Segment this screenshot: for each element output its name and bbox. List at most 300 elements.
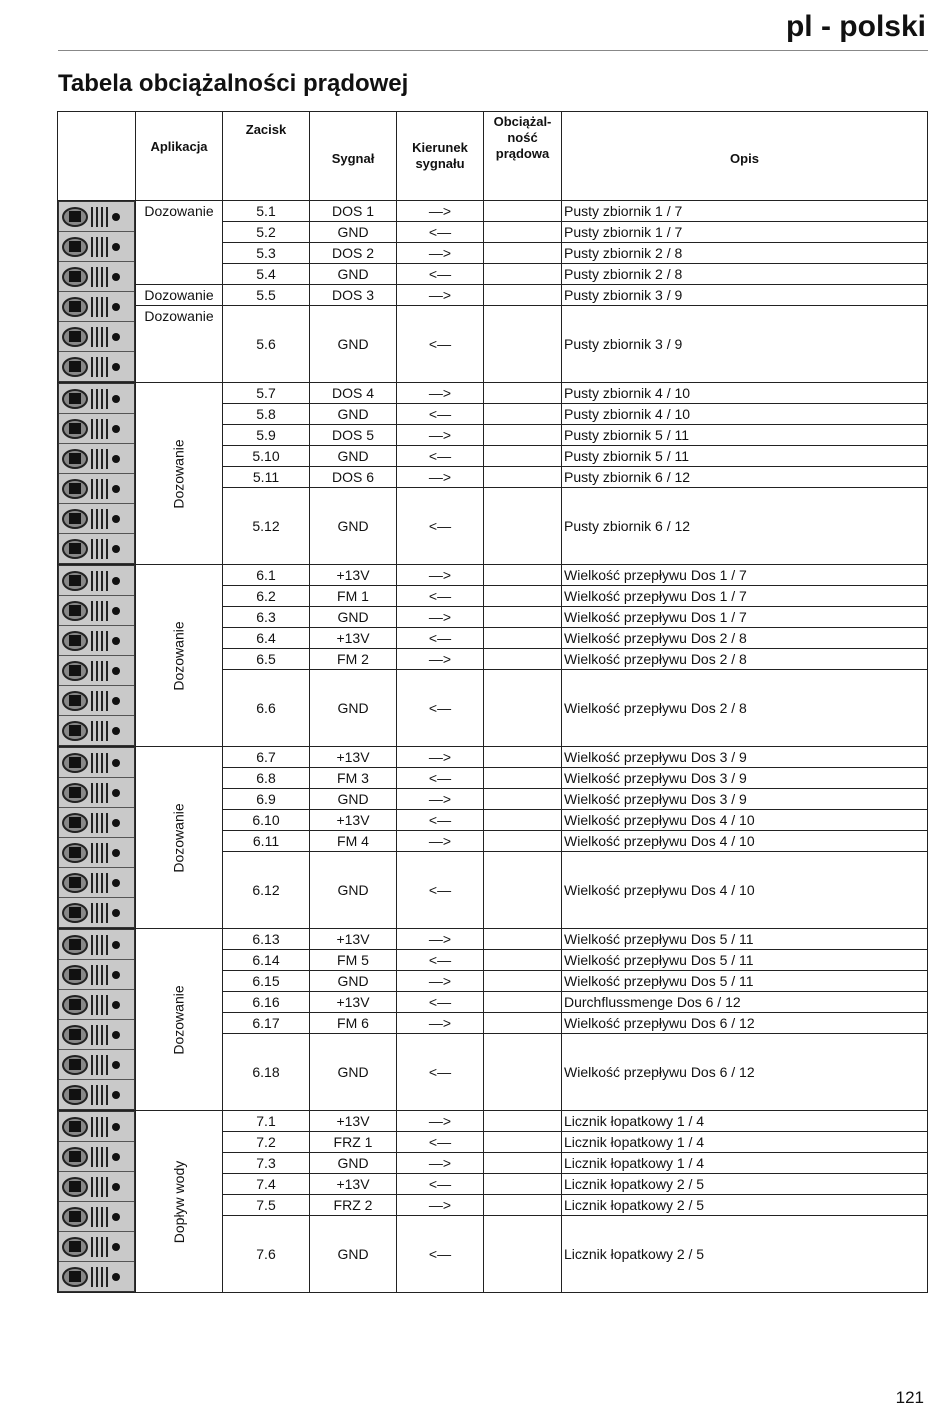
signal-cell: GND: [310, 404, 397, 425]
signal-cell: DOS 4: [310, 383, 397, 404]
screw-icon: [62, 419, 88, 439]
terminal-slot: [59, 596, 134, 626]
application-label: Dozowanie: [170, 438, 187, 509]
clamp-icon: [91, 1117, 109, 1137]
header-signal: Sygnał: [310, 112, 397, 201]
description-cell: Pusty zbiornik 1 / 7: [562, 201, 928, 222]
current-capacity-cell: [484, 971, 562, 992]
signal-cell: GND: [310, 306, 397, 383]
signal-cell: FM 5: [310, 950, 397, 971]
screw-icon: [62, 995, 88, 1015]
direction-cell: <—: [397, 628, 484, 649]
clamp-icon: [91, 753, 109, 773]
header-current-capacity: Obciążal- ność prądowa: [484, 112, 562, 201]
terminal-cell: 6.9: [223, 789, 310, 810]
application-cell: [136, 565, 223, 747]
direction-cell: <—: [397, 586, 484, 607]
terminal-slot: [59, 474, 134, 504]
terminal-block-image: [58, 1111, 136, 1293]
signal-cell: DOS 5: [310, 425, 397, 446]
table-row: [58, 565, 928, 586]
clamp-icon: [91, 965, 109, 985]
terminal-cell: 6.6: [223, 670, 310, 747]
direction-cell: <—: [397, 222, 484, 243]
signal-cell: DOS 2: [310, 243, 397, 264]
terminal-block-icon: [58, 747, 135, 928]
screw-icon: [62, 327, 88, 347]
terminal-cell: 6.13: [223, 929, 310, 950]
terminal-cell: 5.2: [223, 222, 310, 243]
clamp-icon: [91, 783, 109, 803]
current-capacity-cell: [484, 649, 562, 670]
terminal-cell: 7.5: [223, 1195, 310, 1216]
application-cell: [136, 383, 223, 565]
terminal-cell: 5.11: [223, 467, 310, 488]
header-terminal: Zacisk: [223, 112, 310, 201]
clamp-icon: [91, 207, 109, 227]
description-cell: Licznik łopatkowy 1 / 4: [562, 1111, 928, 1132]
screw-icon: [62, 873, 88, 893]
clamp-icon: [91, 327, 109, 347]
current-capacity-cell: [484, 789, 562, 810]
current-capacity-cell: [484, 383, 562, 404]
terminal-cell: 6.18: [223, 1034, 310, 1111]
description-cell: Wielkość przepływu Dos 4 / 10: [562, 831, 928, 852]
clamp-icon: [91, 995, 109, 1015]
clamp-icon: [91, 903, 109, 923]
terminal-slot: [59, 202, 134, 232]
terminal-slot: [59, 990, 134, 1020]
description-cell: Wielkość przepływu Dos 5 / 11: [562, 950, 928, 971]
description-cell: Licznik łopatkowy 2 / 5: [562, 1216, 928, 1293]
header-description: Opis: [562, 112, 928, 201]
terminal-block-icon: [58, 929, 135, 1110]
terminal-slot: [59, 1050, 134, 1080]
screw-icon: [62, 509, 88, 529]
terminal-cell: 5.7: [223, 383, 310, 404]
screw-icon: [62, 783, 88, 803]
contact-dot-icon: [112, 243, 120, 251]
terminal-cell: 6.17: [223, 1013, 310, 1034]
current-capacity-cell: [484, 852, 562, 929]
signal-cell: FM 6: [310, 1013, 397, 1034]
direction-cell: <—: [397, 992, 484, 1013]
description-cell: Wielkość przepływu Dos 2 / 8: [562, 649, 928, 670]
table-row: [58, 285, 928, 306]
signal-cell: +13V: [310, 810, 397, 831]
current-capacity-cell: [484, 404, 562, 425]
direction-cell: <—: [397, 446, 484, 467]
contact-dot-icon: [112, 1243, 120, 1251]
contact-dot-icon: [112, 455, 120, 463]
screw-icon: [62, 753, 88, 773]
application-label: Dozowanie: [170, 984, 187, 1055]
signal-cell: GND: [310, 264, 397, 285]
description-cell: Licznik łopatkowy 1 / 4: [562, 1153, 928, 1174]
direction-cell: —>: [397, 789, 484, 810]
screw-icon: [62, 1177, 88, 1197]
current-capacity-cell: [484, 425, 562, 446]
screw-icon: [62, 207, 88, 227]
description-cell: Pusty zbiornik 5 / 11: [562, 425, 928, 446]
direction-cell: —>: [397, 1153, 484, 1174]
contact-dot-icon: [112, 697, 120, 705]
screw-icon: [62, 1267, 88, 1287]
terminal-block-icon: [58, 1111, 135, 1292]
current-capacity-cell: [484, 1111, 562, 1132]
description-cell: Wielkość przepływu Dos 1 / 7: [562, 565, 928, 586]
contact-dot-icon: [112, 425, 120, 433]
terminal-cell: 7.3: [223, 1153, 310, 1174]
terminal-cell: 6.11: [223, 831, 310, 852]
signal-cell: DOS 6: [310, 467, 397, 488]
current-capacity-cell: [484, 306, 562, 383]
table-header-row: [58, 112, 928, 201]
description-cell: Wielkość przepływu Dos 4 / 10: [562, 810, 928, 831]
direction-cell: —>: [397, 565, 484, 586]
current-capacity-table: [57, 111, 928, 1293]
clamp-icon: [91, 1085, 109, 1105]
terminal-slot: [59, 352, 134, 381]
description-cell: Wielkość przepływu Dos 4 / 10: [562, 852, 928, 929]
terminal-slot: [59, 626, 134, 656]
terminal-cell: 5.12: [223, 488, 310, 565]
terminal-block-icon: [58, 565, 135, 746]
contact-dot-icon: [112, 971, 120, 979]
application-label: Dozowanie: [170, 802, 187, 873]
direction-cell: —>: [397, 747, 484, 768]
direction-cell: —>: [397, 425, 484, 446]
terminal-slot: [59, 444, 134, 474]
clamp-icon: [91, 1025, 109, 1045]
signal-cell: FM 3: [310, 768, 397, 789]
direction-cell: <—: [397, 1132, 484, 1153]
current-capacity-cell: [484, 607, 562, 628]
direction-cell: <—: [397, 264, 484, 285]
terminal-slot: [59, 1080, 134, 1109]
contact-dot-icon: [112, 1001, 120, 1009]
terminal-cell: 6.1: [223, 565, 310, 586]
signal-cell: GND: [310, 1153, 397, 1174]
contact-dot-icon: [112, 1031, 120, 1039]
screw-icon: [62, 357, 88, 377]
terminal-cell: 7.4: [223, 1174, 310, 1195]
terminal-slot: [59, 292, 134, 322]
signal-cell: +13V: [310, 747, 397, 768]
direction-cell: <—: [397, 404, 484, 425]
signal-cell: GND: [310, 446, 397, 467]
terminal-block-icon: [58, 201, 135, 382]
signal-cell: GND: [310, 971, 397, 992]
contact-dot-icon: [112, 485, 120, 493]
terminal-cell: 5.8: [223, 404, 310, 425]
application-cell: Dozowanie: [136, 285, 223, 306]
screw-icon: [62, 721, 88, 741]
clamp-icon: [91, 449, 109, 469]
signal-cell: GND: [310, 670, 397, 747]
current-capacity-cell: [484, 810, 562, 831]
signal-cell: +13V: [310, 565, 397, 586]
current-capacity-cell: [484, 201, 562, 222]
terminal-cell: 6.5: [223, 649, 310, 670]
current-capacity-cell: [484, 467, 562, 488]
terminal-cell: 6.14: [223, 950, 310, 971]
screw-icon: [62, 449, 88, 469]
terminal-cell: 6.2: [223, 586, 310, 607]
description-cell: Pusty zbiornik 5 / 11: [562, 446, 928, 467]
clamp-icon: [91, 691, 109, 711]
current-capacity-cell: [484, 747, 562, 768]
contact-dot-icon: [112, 1153, 120, 1161]
description-cell: Durchflussmenge Dos 6 / 12: [562, 992, 928, 1013]
clamp-icon: [91, 661, 109, 681]
screw-icon: [62, 601, 88, 621]
contact-dot-icon: [112, 545, 120, 553]
direction-cell: <—: [397, 852, 484, 929]
contact-dot-icon: [112, 1091, 120, 1099]
terminal-slot: [59, 262, 134, 292]
description-cell: Pusty zbiornik 6 / 12: [562, 488, 928, 565]
description-cell: Pusty zbiornik 3 / 9: [562, 285, 928, 306]
terminal-slot: [59, 1020, 134, 1050]
current-capacity-cell: [484, 929, 562, 950]
current-capacity-cell: [484, 1174, 562, 1195]
description-cell: Wielkość przepływu Dos 1 / 7: [562, 586, 928, 607]
clamp-icon: [91, 843, 109, 863]
screw-icon: [62, 571, 88, 591]
terminal-cell: 5.5: [223, 285, 310, 306]
header-divider: [58, 50, 928, 51]
current-capacity-cell: [484, 831, 562, 852]
terminal-slot: [59, 930, 134, 960]
clamp-icon: [91, 1267, 109, 1287]
contact-dot-icon: [112, 1273, 120, 1281]
terminal-slot: [59, 384, 134, 414]
current-capacity-cell: [484, 1216, 562, 1293]
screw-icon: [62, 813, 88, 833]
clamp-icon: [91, 1055, 109, 1075]
description-cell: Licznik łopatkowy 2 / 5: [562, 1195, 928, 1216]
terminal-slot: [59, 566, 134, 596]
terminal-cell: 6.8: [223, 768, 310, 789]
direction-cell: <—: [397, 950, 484, 971]
clamp-icon: [91, 357, 109, 377]
screw-icon: [62, 843, 88, 863]
contact-dot-icon: [112, 363, 120, 371]
terminal-slot: [59, 716, 134, 745]
terminal-slot: [59, 686, 134, 716]
screw-icon: [62, 691, 88, 711]
terminal-block-image: [58, 201, 136, 383]
current-capacity-cell: [484, 628, 562, 649]
current-capacity-cell: [484, 488, 562, 565]
terminal-slot: [59, 534, 134, 563]
terminal-slot: [59, 898, 134, 927]
screw-icon: [62, 1237, 88, 1257]
contact-dot-icon: [112, 515, 120, 523]
terminal-slot: [59, 748, 134, 778]
terminal-slot: [59, 1232, 134, 1262]
direction-cell: —>: [397, 243, 484, 264]
application-label: Dopływ wody: [170, 1160, 187, 1243]
signal-cell: GND: [310, 852, 397, 929]
screw-icon: [62, 237, 88, 257]
table-row: [58, 306, 928, 383]
contact-dot-icon: [112, 727, 120, 735]
clamp-icon: [91, 813, 109, 833]
screw-icon: [62, 1207, 88, 1227]
terminal-slot: [59, 232, 134, 262]
application-label: Dozowanie: [170, 620, 187, 691]
screw-icon: [62, 631, 88, 651]
clamp-icon: [91, 571, 109, 591]
direction-cell: <—: [397, 670, 484, 747]
description-cell: Pusty zbiornik 6 / 12: [562, 467, 928, 488]
clamp-icon: [91, 1147, 109, 1167]
signal-cell: FM 2: [310, 649, 397, 670]
direction-cell: <—: [397, 1034, 484, 1111]
signal-cell: GND: [310, 488, 397, 565]
terminal-cell: 5.10: [223, 446, 310, 467]
terminal-cell: 5.3: [223, 243, 310, 264]
signal-cell: +13V: [310, 992, 397, 1013]
description-cell: Wielkość przepływu Dos 3 / 9: [562, 768, 928, 789]
terminal-cell: 5.1: [223, 201, 310, 222]
signal-cell: +13V: [310, 628, 397, 649]
description-cell: Wielkość przepływu Dos 6 / 12: [562, 1013, 928, 1034]
table-row: [58, 929, 928, 950]
direction-cell: —>: [397, 285, 484, 306]
signal-cell: +13V: [310, 1111, 397, 1132]
terminal-cell: 7.2: [223, 1132, 310, 1153]
application-cell: [136, 1111, 223, 1293]
current-capacity-cell: [484, 1195, 562, 1216]
page-title: Tabela obciążalności prądowej: [58, 70, 409, 97]
terminal-slot: [59, 868, 134, 898]
contact-dot-icon: [112, 941, 120, 949]
contact-dot-icon: [112, 577, 120, 585]
screw-icon: [62, 539, 88, 559]
terminal-cell: 7.6: [223, 1216, 310, 1293]
clamp-icon: [91, 721, 109, 741]
clamp-icon: [91, 509, 109, 529]
contact-dot-icon: [112, 395, 120, 403]
contact-dot-icon: [112, 333, 120, 341]
direction-cell: —>: [397, 971, 484, 992]
screw-icon: [62, 479, 88, 499]
signal-cell: FM 1: [310, 586, 397, 607]
terminal-cell: 6.12: [223, 852, 310, 929]
header-application: Aplikacja: [136, 112, 223, 201]
terminal-slot: [59, 960, 134, 990]
terminal-cell: 6.7: [223, 747, 310, 768]
direction-cell: —>: [397, 831, 484, 852]
description-cell: Pusty zbiornik 3 / 9: [562, 306, 928, 383]
current-capacity-cell: [484, 285, 562, 306]
description-cell: Wielkość przepływu Dos 3 / 9: [562, 747, 928, 768]
header-direction: Kierunek sygnału: [397, 112, 484, 201]
signal-cell: GND: [310, 789, 397, 810]
screw-icon: [62, 1085, 88, 1105]
clamp-icon: [91, 267, 109, 287]
current-capacity-cell: [484, 222, 562, 243]
direction-cell: —>: [397, 607, 484, 628]
direction-cell: —>: [397, 1195, 484, 1216]
terminal-cell: 6.16: [223, 992, 310, 1013]
description-cell: Licznik łopatkowy 1 / 4: [562, 1132, 928, 1153]
description-cell: Wielkość przepływu Dos 1 / 7: [562, 607, 928, 628]
direction-cell: —>: [397, 467, 484, 488]
contact-dot-icon: [112, 1183, 120, 1191]
terminal-block-image: [58, 929, 136, 1111]
clamp-icon: [91, 389, 109, 409]
direction-cell: —>: [397, 201, 484, 222]
direction-cell: —>: [397, 1013, 484, 1034]
current-capacity-cell: [484, 950, 562, 971]
contact-dot-icon: [112, 759, 120, 767]
terminal-cell: 6.10: [223, 810, 310, 831]
screw-icon: [62, 965, 88, 985]
signal-cell: GND: [310, 607, 397, 628]
table-row: [58, 1111, 928, 1132]
screw-icon: [62, 267, 88, 287]
terminal-slot: [59, 838, 134, 868]
clamp-icon: [91, 1207, 109, 1227]
terminal-block-icon: [58, 383, 135, 564]
contact-dot-icon: [112, 879, 120, 887]
terminal-block-image: [58, 747, 136, 929]
application-cell: [136, 929, 223, 1111]
description-cell: Wielkość przepływu Dos 2 / 8: [562, 628, 928, 649]
application-cell: Dozowanie: [136, 306, 223, 383]
description-cell: Licznik łopatkowy 2 / 5: [562, 1174, 928, 1195]
clamp-icon: [91, 479, 109, 499]
direction-cell: —>: [397, 1111, 484, 1132]
terminal-cell: 5.9: [223, 425, 310, 446]
terminal-cell: 5.4: [223, 264, 310, 285]
description-cell: Pusty zbiornik 2 / 8: [562, 264, 928, 285]
terminal-slot: [59, 1112, 134, 1142]
direction-cell: <—: [397, 1174, 484, 1195]
terminal-slot: [59, 1202, 134, 1232]
contact-dot-icon: [112, 607, 120, 615]
terminal-cell: 7.1: [223, 1111, 310, 1132]
description-cell: Wielkość przepływu Dos 3 / 9: [562, 789, 928, 810]
terminal-block-image: [58, 383, 136, 565]
current-capacity-cell: [484, 1153, 562, 1174]
contact-dot-icon: [112, 1061, 120, 1069]
contact-dot-icon: [112, 1123, 120, 1131]
screw-icon: [62, 1147, 88, 1167]
header-image-column: [58, 112, 136, 201]
clamp-icon: [91, 297, 109, 317]
application-cell: [136, 747, 223, 929]
terminal-cell: 6.4: [223, 628, 310, 649]
direction-cell: <—: [397, 488, 484, 565]
terminal-block-image: [58, 565, 136, 747]
signal-cell: GND: [310, 1216, 397, 1293]
description-cell: Pusty zbiornik 4 / 10: [562, 404, 928, 425]
current-capacity-cell: [484, 1013, 562, 1034]
current-capacity-cell: [484, 586, 562, 607]
clamp-icon: [91, 1177, 109, 1197]
contact-dot-icon: [112, 819, 120, 827]
screw-icon: [62, 903, 88, 923]
current-capacity-cell: [484, 565, 562, 586]
contact-dot-icon: [112, 637, 120, 645]
signal-cell: GND: [310, 1034, 397, 1111]
terminal-slot: [59, 656, 134, 686]
